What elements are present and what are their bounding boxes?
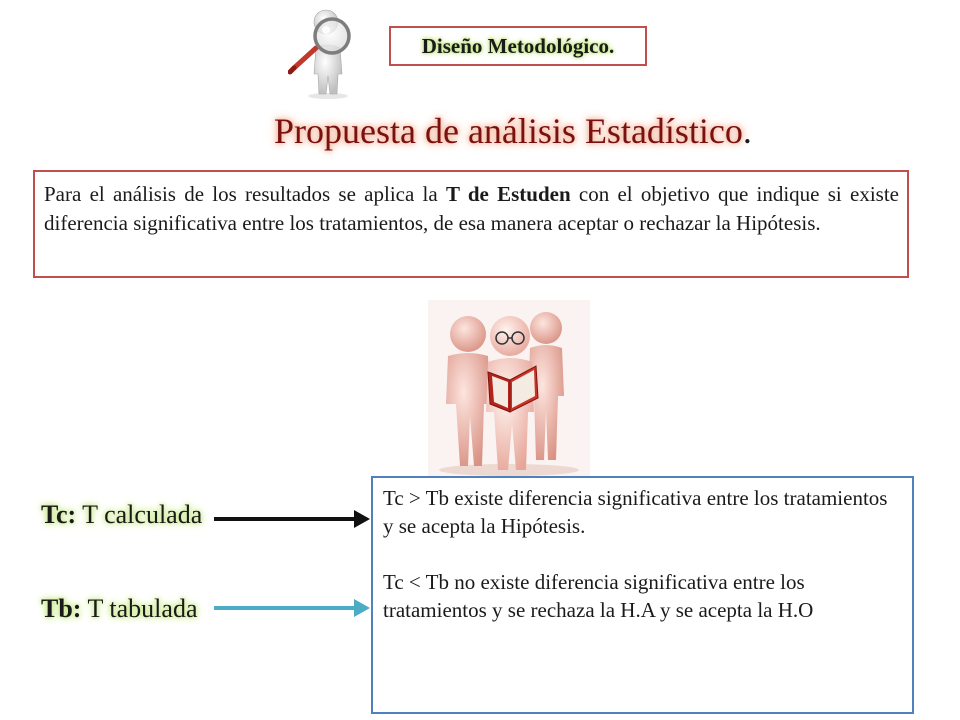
tb-value: T tabulada — [81, 594, 198, 623]
tb-arrow — [214, 599, 370, 617]
tc-value: T calculada — [76, 500, 203, 529]
tc-label — [41, 500, 202, 530]
tb-label — [41, 594, 197, 624]
tc-key: Tc: — [41, 500, 77, 529]
description-bold: T de Estuden — [445, 182, 571, 206]
tc-arrow — [214, 510, 370, 528]
tb-key: Tb: — [41, 594, 82, 623]
description-text — [44, 180, 899, 238]
magnifier-person-icon — [288, 4, 364, 100]
description-box — [33, 170, 909, 278]
result-reject-text: Tc < Tb no existe diferencia significativa entre los tratamientos y se rechaza la H.A y se acepta la H.O — [383, 570, 814, 622]
page-title-dot: . — [742, 111, 752, 151]
page-title — [274, 110, 752, 152]
section-title-box — [389, 26, 647, 66]
description-part-1: Para el análisis de los resultados se aplica la — [44, 182, 446, 206]
result-box — [371, 476, 914, 714]
result-accept-text: Tc > Tb existe diferencia significativa entre los tratamientos y se acepta la Hipótesis. — [383, 486, 888, 538]
group-reading-book-icon — [428, 300, 590, 478]
description-part-2: con el objetivo que indique si existe diferencia significativa entre los tratamientos, de esa manera aceptar o rechazar la Hipótesis. — [44, 182, 899, 235]
section-title: Diseño Metodológico. — [421, 33, 615, 58]
page-title-text: Propuesta de análisis Estadístico — [274, 111, 743, 151]
